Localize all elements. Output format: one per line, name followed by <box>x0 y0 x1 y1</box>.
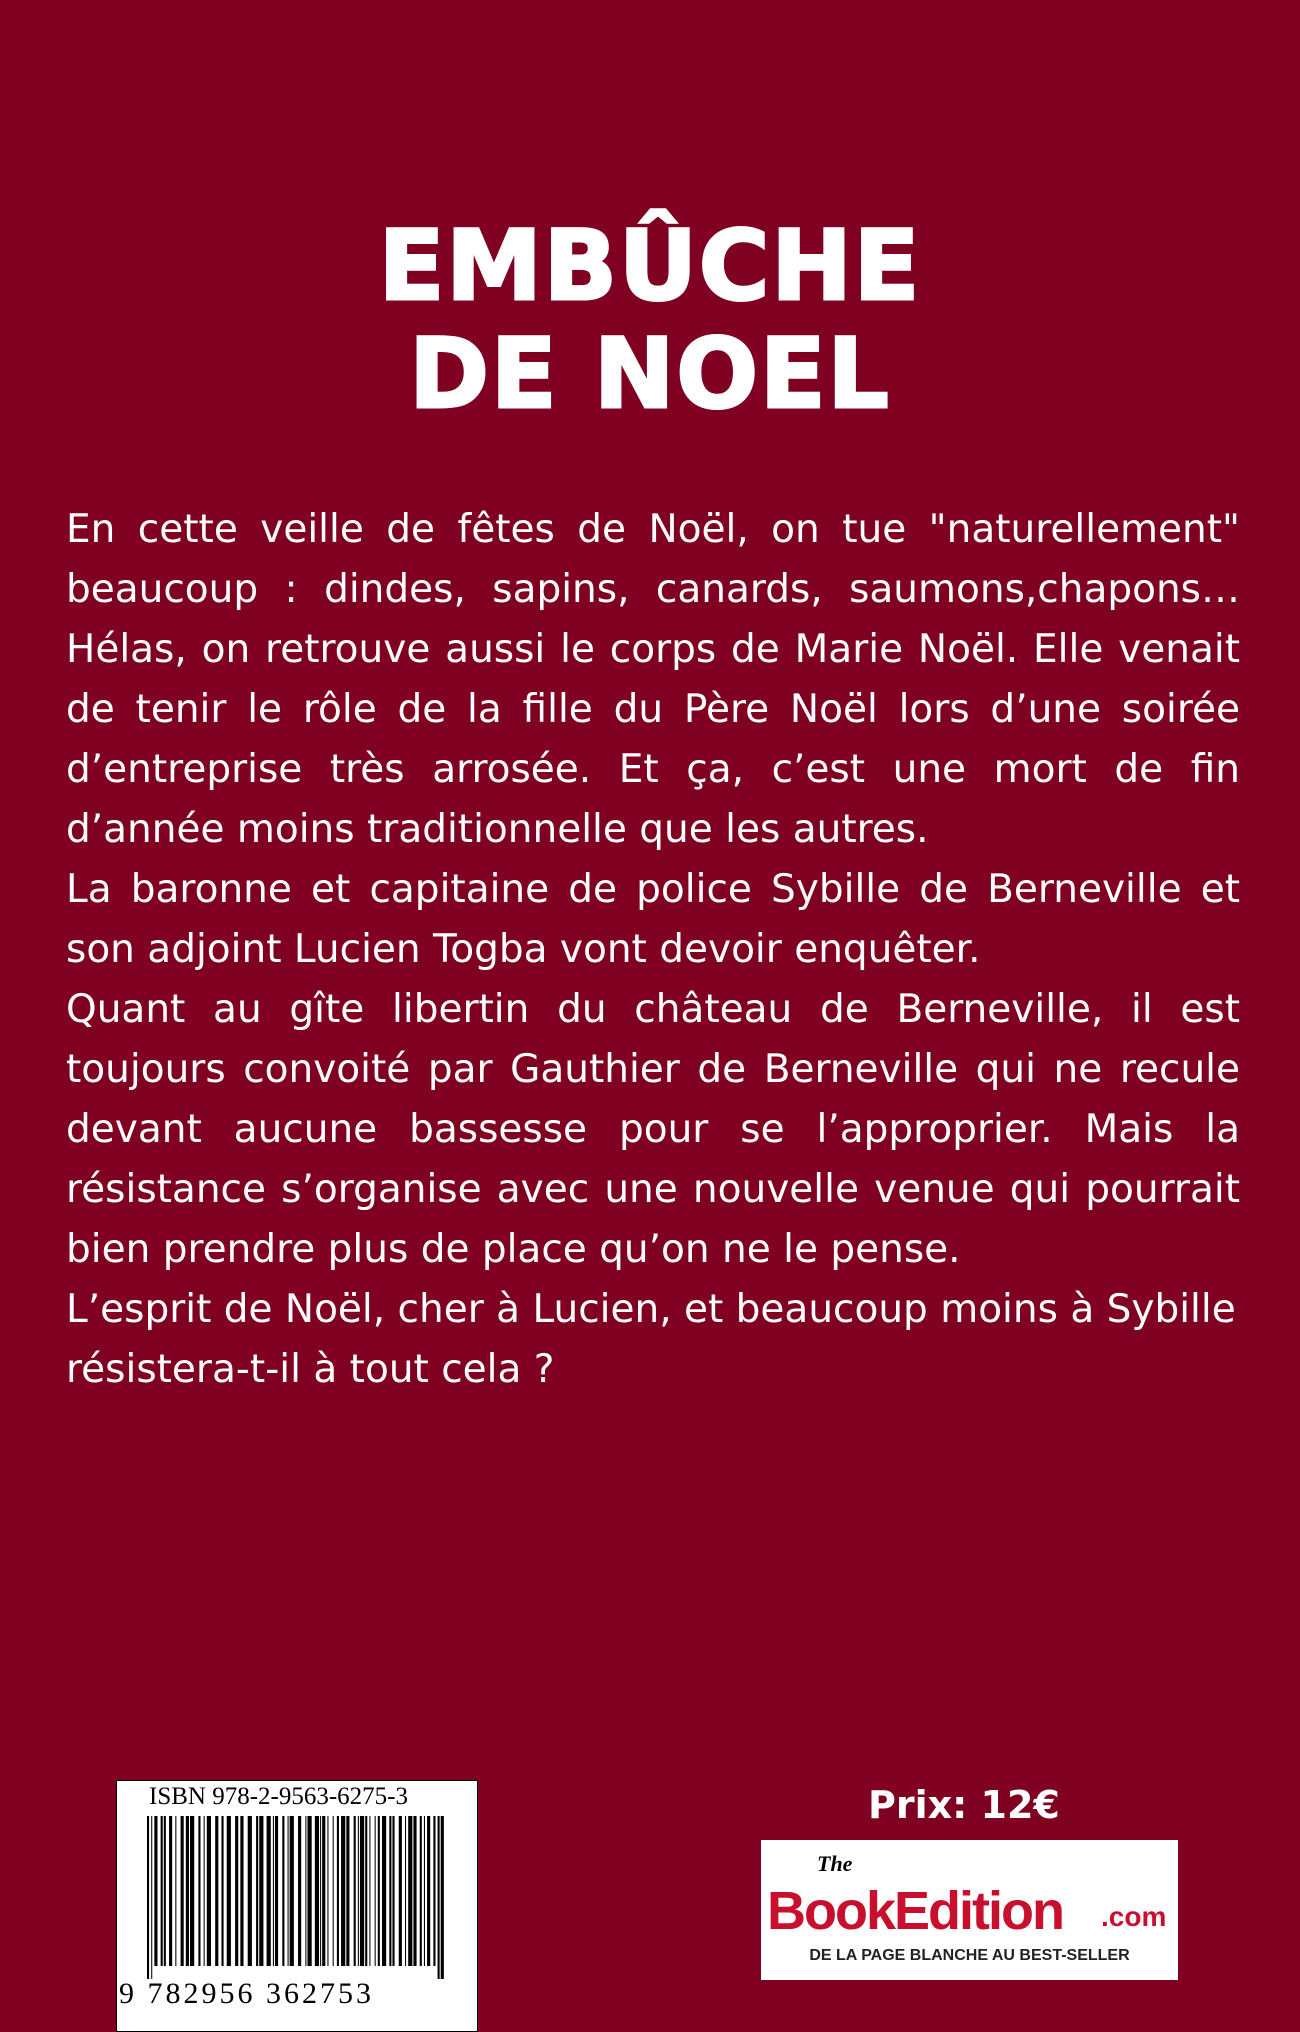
barcode-bar <box>147 1816 149 1979</box>
barcode-bar <box>320 1816 321 1966</box>
barcode-bar <box>389 1816 391 1966</box>
isbn-barcode <box>116 1780 478 2032</box>
barcode-bar <box>207 1816 211 1966</box>
blurb-paragraph-4: L’esprit de Noël, cher à Lucien, et beaucoup moins à Sybille résistera-t-il à tout cela ? <box>66 1287 1236 1392</box>
barcode-bar <box>256 1816 258 1966</box>
logo-domain: .com <box>1101 1901 1167 1932</box>
barcode-bar <box>337 1816 339 1966</box>
logo-name: BookEdition <box>767 1881 1063 1941</box>
barcode-bar <box>175 1816 176 1966</box>
barcode-bar <box>375 1816 376 1966</box>
barcode-bar <box>154 1816 157 1966</box>
barcode-bar <box>333 1816 334 1966</box>
barcode-bar <box>378 1816 380 1966</box>
barcode-bar <box>413 1816 416 1966</box>
barcode-bar <box>215 1816 218 1966</box>
barcode-bar <box>346 1816 349 1966</box>
barcode-bar <box>424 1816 425 1966</box>
barcode-bar <box>221 1816 223 1966</box>
barcode-bar <box>235 1816 238 1966</box>
barcode-bar <box>169 1816 172 1966</box>
barcode-bar <box>341 1816 345 1966</box>
barcode-bar <box>392 1816 394 1966</box>
barcode-bar <box>322 1816 325 1966</box>
barcode-bar <box>190 1816 194 1966</box>
barcode-bar <box>227 1816 231 1966</box>
blurb-paragraph-3: Quant au gîte libertin du château de Berneville, il est toujours convoité par Gauthier de Berneville qui ne recule devant aucune bassesse pour se l’approprier. Mais la résistance s’organise avec une nouvelle venue qui pourrait bien prendre plus de place qu’on ne le pense. <box>66 987 1240 1272</box>
barcode-bar <box>358 1816 359 1966</box>
barcode-bar <box>307 1816 311 1966</box>
barcode-bar <box>181 1816 184 1966</box>
barcode-bar <box>240 1816 243 1966</box>
barcode-bar <box>298 1816 301 1966</box>
barcode-bar <box>399 1816 402 1966</box>
barcode-bar <box>405 1816 406 1966</box>
title-line-2: DE NOEL <box>409 318 891 430</box>
logo-tagline: DE LA PAGE BLANCHE AU BEST-SELLER <box>809 1947 1130 1964</box>
barcode-bar <box>408 1816 412 1966</box>
barcode-bar <box>186 1816 189 1966</box>
barcode-bars <box>147 1816 447 1979</box>
barcode-bar <box>420 1816 422 1966</box>
barcode-bar <box>275 1816 278 1966</box>
barcode-bar <box>382 1816 386 1966</box>
barcode-bar <box>288 1816 289 1966</box>
barcode-bar <box>267 1816 271 1966</box>
barcode-bar <box>438 1816 440 1979</box>
ean-digits: 9 782956 362753 <box>119 1977 374 2010</box>
barcode-bar <box>360 1816 364 1966</box>
blurb-paragraph-2: La baronne et capitaine de police Sybille de Berneville et son adjoint Lucien Togba vont devoir enquêter. <box>66 867 1240 972</box>
price-label: Prix: 12€ <box>868 1783 1060 1827</box>
barcode-bar <box>315 1816 319 1966</box>
publisher-logo <box>761 1840 1178 1980</box>
barcode-bar <box>441 1816 444 1979</box>
barcode-bar <box>273 1816 274 1966</box>
barcode-bar <box>204 1816 205 1966</box>
barcode-bar <box>305 1816 306 1966</box>
barcode-bar <box>427 1816 430 1966</box>
logo-the: The <box>817 1851 853 1876</box>
barcode-bar <box>164 1816 166 1966</box>
barcode-bar <box>151 1816 152 1979</box>
isbn-label: ISBN 978-2-9563-6275-3 <box>149 1783 409 1810</box>
barcode-bar <box>282 1816 284 1966</box>
barcode-bar <box>369 1816 370 1966</box>
barcode-bar <box>248 1816 252 1966</box>
barcode-bar <box>161 1816 163 1966</box>
barcode-bar <box>327 1816 328 1966</box>
barcode-bar <box>354 1816 356 1966</box>
barcode-bar <box>290 1816 294 1966</box>
back-cover-blurb <box>66 500 1240 1400</box>
blurb-paragraph-1: En cette veille de fêtes de Noël, on tue "naturellement" beaucoup : dindes, sapins, canards, saumons,chapons… Hélas, on retrouve aussi le corps de Marie Noël. Elle venait de tenir le rôle de la fille du Père Noël lors d’une soirée d’entreprise très arrosée. Et ça, c’est une mort de fin d’année moins traditionnelle que les autres. <box>66 507 1240 852</box>
barcode-bar <box>433 1816 435 1966</box>
barcode-bar <box>259 1816 263 1966</box>
barcode-bar <box>198 1816 200 1966</box>
title-line-1: EMBÛCHE <box>378 210 922 322</box>
barcode-bar <box>365 1816 367 1966</box>
book-title <box>0 212 1300 428</box>
